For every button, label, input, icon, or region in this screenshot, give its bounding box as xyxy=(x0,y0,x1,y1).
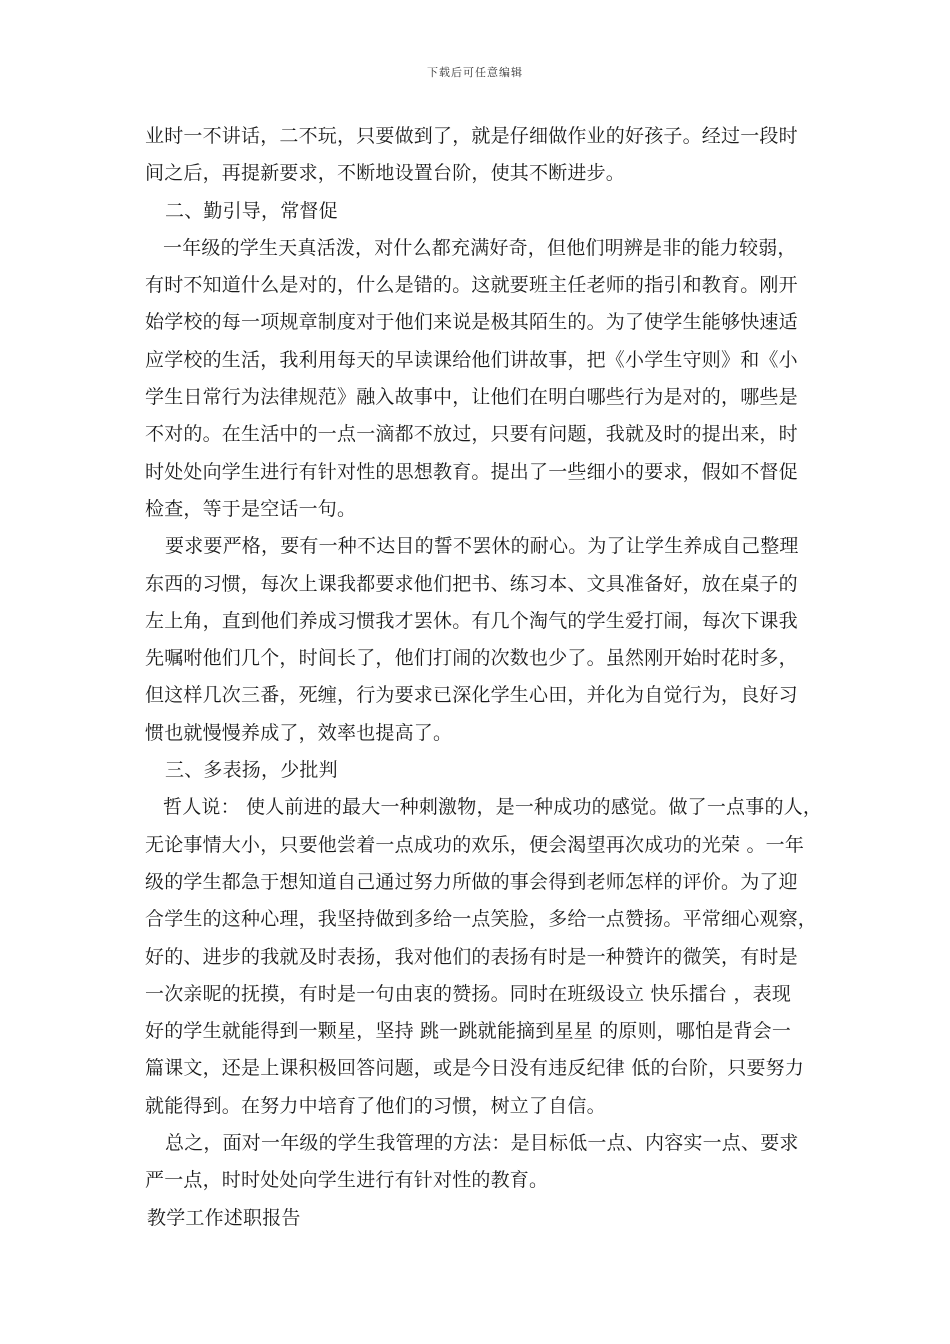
document-body xyxy=(145,118,823,1237)
text-line: 就能得到。在努力中培育了他们的习惯，树立了自信。 xyxy=(145,1094,606,1117)
text-line: 哲人说： 使人前进的最大一种刺激物，是一种成功的感觉。做了一点事的人， xyxy=(163,796,823,819)
text-line: 级的学生都急于想知道自己通过努力所做的事会得到老师怎样的评价。为了迎 xyxy=(145,870,798,893)
text-line: 教学工作述职报告 xyxy=(147,1206,301,1229)
text-line: 东西的习惯，每次上课我都要求他们把书、练习本、文具准备好，放在桌子的 xyxy=(145,572,798,595)
text-line: 始学校的每一项规章制度对于他们来说是极其陌生的。为了使学生能够快速适 xyxy=(145,311,798,334)
text-line: 时处处向学生进行有针对性的思想教育。提出了一些细小的要求，假如不督促 xyxy=(145,460,798,483)
page-header-note: 下载后可任意编辑 xyxy=(427,66,523,79)
text-line: 篇课文，还是上课积极回答问题，或是今日没有违反纪律 低的台阶，只要努力 xyxy=(145,1057,805,1080)
text-line: 有时不知道什么是对的，什么是错的。这就要班主任老师的指引和教育。刚开 xyxy=(145,274,798,297)
text-line: 先嘱咐他们几个，时间长了，他们打闹的次数也少了。虽然刚开始时花时多， xyxy=(145,647,798,670)
text-line: 一年级的学生天真活泼，对什么都充满好奇，但他们明辨是非的能力较弱， xyxy=(163,236,797,259)
text-line: 好的学生就能得到一颗星，坚持 跳一跳就能摘到星星 的原则，哪怕是背会一 xyxy=(145,1020,792,1043)
text-line: 应学校的生活，我利用每天的早读课给他们讲故事，把《小学生守则》和《小 xyxy=(145,348,798,371)
text-line: 三、多表扬，少批判 xyxy=(165,759,338,782)
text-line: 合学生的这种心理，我坚持做到多给一点笑脸，多给一点赞扬。平常细心观察， xyxy=(145,908,818,931)
text-line: 不对的。在生活中的一点一滴都不放过，只要有问题，我就及时的提出来，时 xyxy=(145,423,798,446)
text-line: 业时一不讲话，二不玩，只要做到了，就是仔细做作业的好孩子。经过一段时 xyxy=(145,125,798,147)
text-line: 惯也就慢慢养成了，效率也提高了。 xyxy=(145,721,453,744)
text-line: 检查，等于是空话一句。 xyxy=(145,497,357,520)
text-line: 无论事情大小，只要他尝着一点成功的欢乐，便会渴望再次成功的光荣 。一年 xyxy=(145,833,805,856)
text-line: 总之，面对一年级的学生我管理的方法：是目标低一点、内容实一点、要求 xyxy=(165,1132,799,1155)
text-line: 好的、进步的我就及时表扬，我对他们的表扬有时是一种赞许的微笑，有时是 xyxy=(145,945,798,968)
text-line: 要求要严格，要有一种不达目的誓不罢休的耐心。为了让学生养成自己整理 xyxy=(165,535,799,558)
text-line: 二、勤引导，常督促 xyxy=(165,199,338,222)
text-line: 但这样几次三番，死缠，行为要求已深化学生心田，并化为自觉行为，良好习 xyxy=(145,684,798,707)
text-line: 一次亲昵的抚摸，有时是一句由衷的赞扬。同时在班级设立 快乐擂台 ，表现 xyxy=(145,982,792,1005)
text-line: 间之后，再提新要求，不断地设置台阶，使其不断进步。 xyxy=(145,162,626,185)
text-line: 学生日常行为法律规范》融入故事中，让他们在明白哪些行为是对的，哪些是 xyxy=(145,386,798,409)
text-line: 左上角，直到他们养成习惯我才罢休。有几个淘气的学生爱打闹，每次下课我 xyxy=(145,609,798,632)
text-line: 严一点，时时处处向学生进行有针对性的教育。 xyxy=(145,1169,549,1192)
